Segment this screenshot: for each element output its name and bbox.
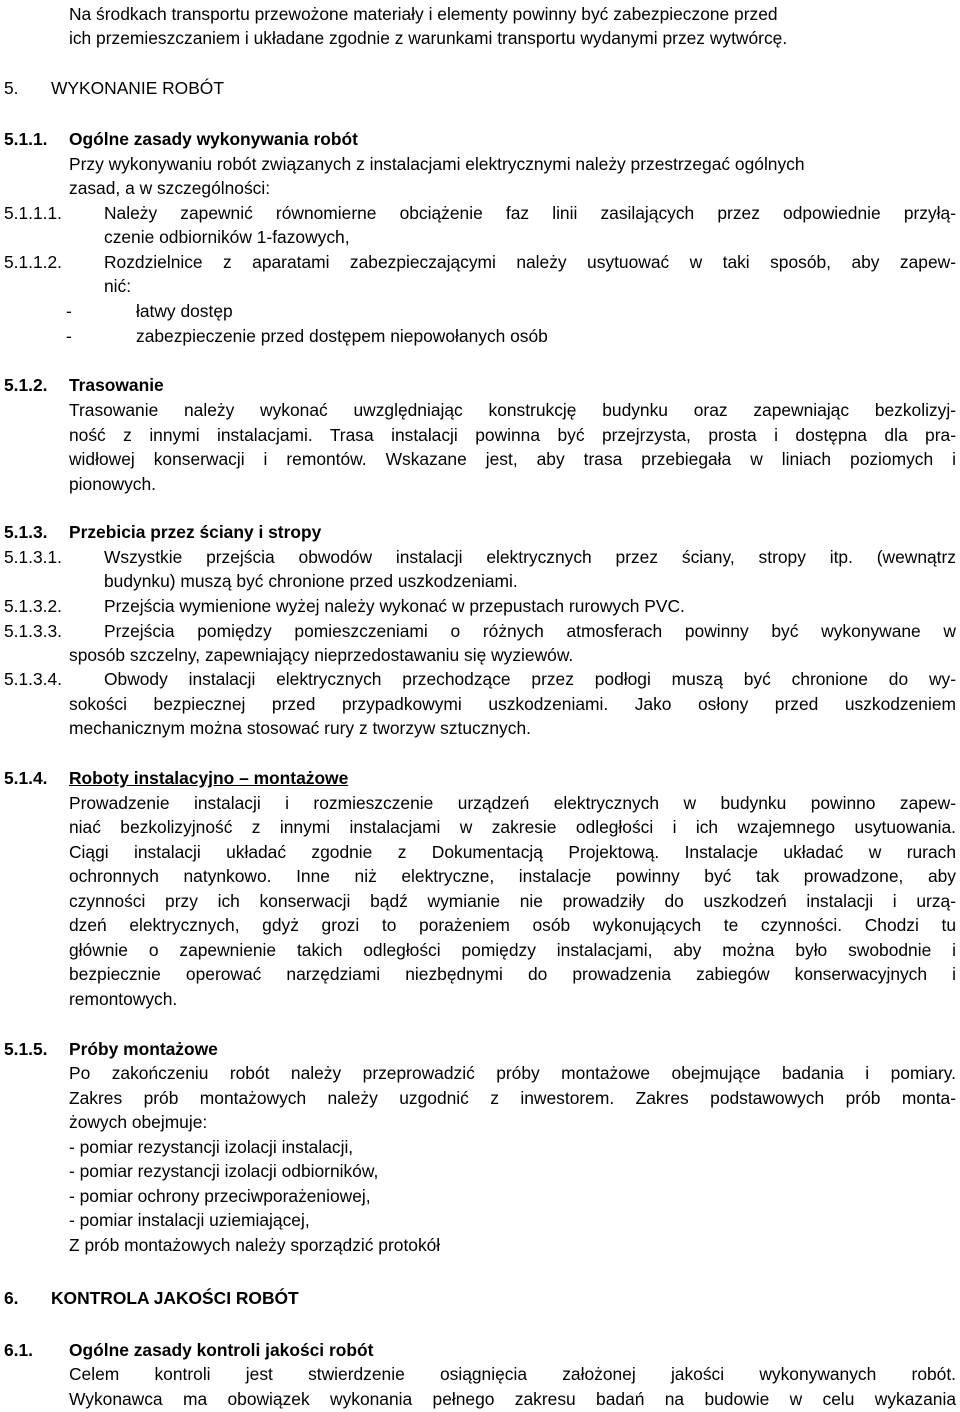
text-line: sokości bezpiecznej przed przypadkowymi uszkodzeniami. Jako osłony przed uszkodzeniem xyxy=(69,694,956,714)
bullet-text: zabezpieczenie przed dostępem niepowołanych osób xyxy=(136,326,548,346)
item-number: 5.1.3.1. xyxy=(4,547,63,567)
text-line: ność z innymi instalacjami. Trasa instalacji powinna być przejrzysta, prosta i dostępna dla pra- xyxy=(69,425,956,445)
text-line: Należy zapewnić równomierne obciążenie faz linii zasilających przez odpowiednie przyłą- xyxy=(104,203,956,223)
subsection-title: Przebicia przez ściany i stropy xyxy=(69,522,322,542)
text-line: dzeń elektrycznych, gdyż grozi to porażeniem osób wykonujących te czynności. Chodzi tu xyxy=(69,915,956,935)
text-line: zasad, a w szczególności: xyxy=(69,178,271,198)
list-item: - pomiar instalacji uziemiającej, xyxy=(69,1210,310,1230)
text-line: ich przemieszczaniem i układane zgodnie z warunkami transportu wydanymi przez wytwórcę. xyxy=(69,28,788,48)
text-line: Przejścia pomiędzy pomieszczeniami o różnych atmosferach powinny być wykonywane w xyxy=(104,621,956,641)
text-line: Wszystkie przejścia obwodów instalacji elektrycznych przez ściany, stropy itp. (wewnątrz xyxy=(104,547,956,567)
subsection-title: Próby montażowe xyxy=(69,1039,218,1059)
text-line: budynku) muszą być chronione przed uszkodzeniami. xyxy=(104,571,518,591)
text-line: mechanicznym można stosować rury z tworzyw sztucznych. xyxy=(69,718,531,738)
item-number: 5.1.3.2. xyxy=(4,596,63,616)
subsection-title-text: Roboty instalacyjno – montażowe xyxy=(69,768,349,788)
text-line: Obwody instalacji elektrycznych przechodzące przez podłogi muszą być chronione do wy- xyxy=(104,669,956,689)
text-line: pionowych. xyxy=(69,474,157,494)
text-line: ochronnych natynkowo. Inne niż elektryczne, instalacje powinny być tak prowadzone, aby xyxy=(69,866,956,886)
text-line: Rozdzielnice z aparatami zabezpieczającymi należy usytuować w taki sposób, aby zapew- xyxy=(104,252,956,272)
subsection-title: Trasowanie xyxy=(69,375,164,395)
subsection-number: 6.1. xyxy=(4,1340,34,1360)
list-item: - pomiar rezystancji izolacji odbiorników, xyxy=(69,1161,379,1181)
text-line: remontowych. xyxy=(69,989,178,1009)
subsection-number: 5.1.3. xyxy=(4,522,48,542)
text-line: Wykonawca ma obowiązek wykonania pełnego zakresu badań na budowie w celu wykazania xyxy=(69,1389,956,1409)
text-line: Ciągi instalacji układać zgodnie z Dokumentacją Projektową. Instalacje układać w rurach xyxy=(69,842,956,862)
text-line: bezpiecznie operować narzędziami niezbędnymi do prowadzenia zabiegów konserwacyjnych i xyxy=(69,964,956,984)
text-line: Zakres prób montażowych należy uzgodnić z inwestorem. Zakres podstawowych prób monta- xyxy=(69,1088,956,1108)
text-line: nić: xyxy=(104,276,132,296)
section-title: WYKONANIE ROBÓT xyxy=(51,78,224,98)
section-number: 5. xyxy=(4,78,19,98)
text-line: Z prób montażowych należy sporządzić protokół xyxy=(69,1235,441,1255)
item-number: 5.1.3.4. xyxy=(4,669,63,689)
subsection-title xyxy=(69,766,348,790)
text-line: czynności przy ich konserwacji bądź wymianie nie prowadziły do uszkodzeń instalacji i urzą- xyxy=(69,891,956,911)
section-title: KONTROLA JAKOŚCI ROBÓT xyxy=(51,1288,299,1308)
text-line: sposób szczelny, zapewniający nieprzedostawaniu się wyziewów. xyxy=(69,645,574,665)
list-item: - pomiar rezystancji izolacji instalacji, xyxy=(69,1137,354,1157)
text-line: Trasowanie należy wykonać uwzględniając konstrukcję budynku oraz zapewniając bezkolizyj- xyxy=(69,400,956,420)
text-line: Przejścia wymienione wyżej należy wykonać w przepustach rurowych PVC. xyxy=(104,596,685,616)
subsection-number: 5.1.4. xyxy=(4,768,48,788)
bullet-text: łatwy dostęp xyxy=(136,301,233,321)
subsection-title: Ogólne zasady kontroli jakości robót xyxy=(69,1340,374,1360)
text-line: Celem kontroli jest stwierdzenie osiągnięcia założonej jakości wykonywanych robót. xyxy=(69,1364,956,1384)
bullet-dash: - xyxy=(66,326,72,346)
subsection-number: 5.1.5. xyxy=(4,1039,48,1059)
text-line: Prowadzenie instalacji i rozmieszczenie urządzeń elektrycznych w budynku powinno zapew- xyxy=(69,793,956,813)
section-number: 6. xyxy=(4,1288,19,1308)
text-line: żowych obejmuje: xyxy=(69,1112,208,1132)
item-number: 5.1.3.3. xyxy=(4,621,63,641)
bullet-dash: - xyxy=(66,301,72,321)
subsection-number: 5.1.2. xyxy=(4,375,48,395)
subsection-number: 5.1.1. xyxy=(4,129,48,149)
text-line: czenie odbiorników 1-fazowych, xyxy=(104,227,350,247)
text-line: Przy wykonywaniu robót związanych z instalacjami elektrycznymi należy przestrzegać ogólnych xyxy=(69,154,805,174)
text-line: Na środkach transportu przewożone materiały i elementy powinny być zabezpieczone przed xyxy=(69,4,778,24)
item-number: 5.1.1.2. xyxy=(4,252,63,272)
text-line: niać bezkolizyjność z innymi instalacjami w zakresie odległości i ich wzajemnego usytuowania. xyxy=(69,817,956,837)
text-line: widłowej konserwacji i remontów. Wskazane jest, aby trasa przebiegała w liniach poziomych i xyxy=(69,449,956,469)
text-line: Po zakończeniu robót należy przeprowadzić próby montażowe obejmujące badania i pomiary. xyxy=(69,1063,956,1083)
subsection-title: Ogólne zasady wykonywania robót xyxy=(69,129,358,149)
item-number: 5.1.1.1. xyxy=(4,203,63,223)
text-line: głównie o zapewnienie takich odległości pomiędzy instalacjami, aby można było swobodnie i xyxy=(69,940,956,960)
list-item: - pomiar ochrony przeciwporażeniowej, xyxy=(69,1186,371,1206)
